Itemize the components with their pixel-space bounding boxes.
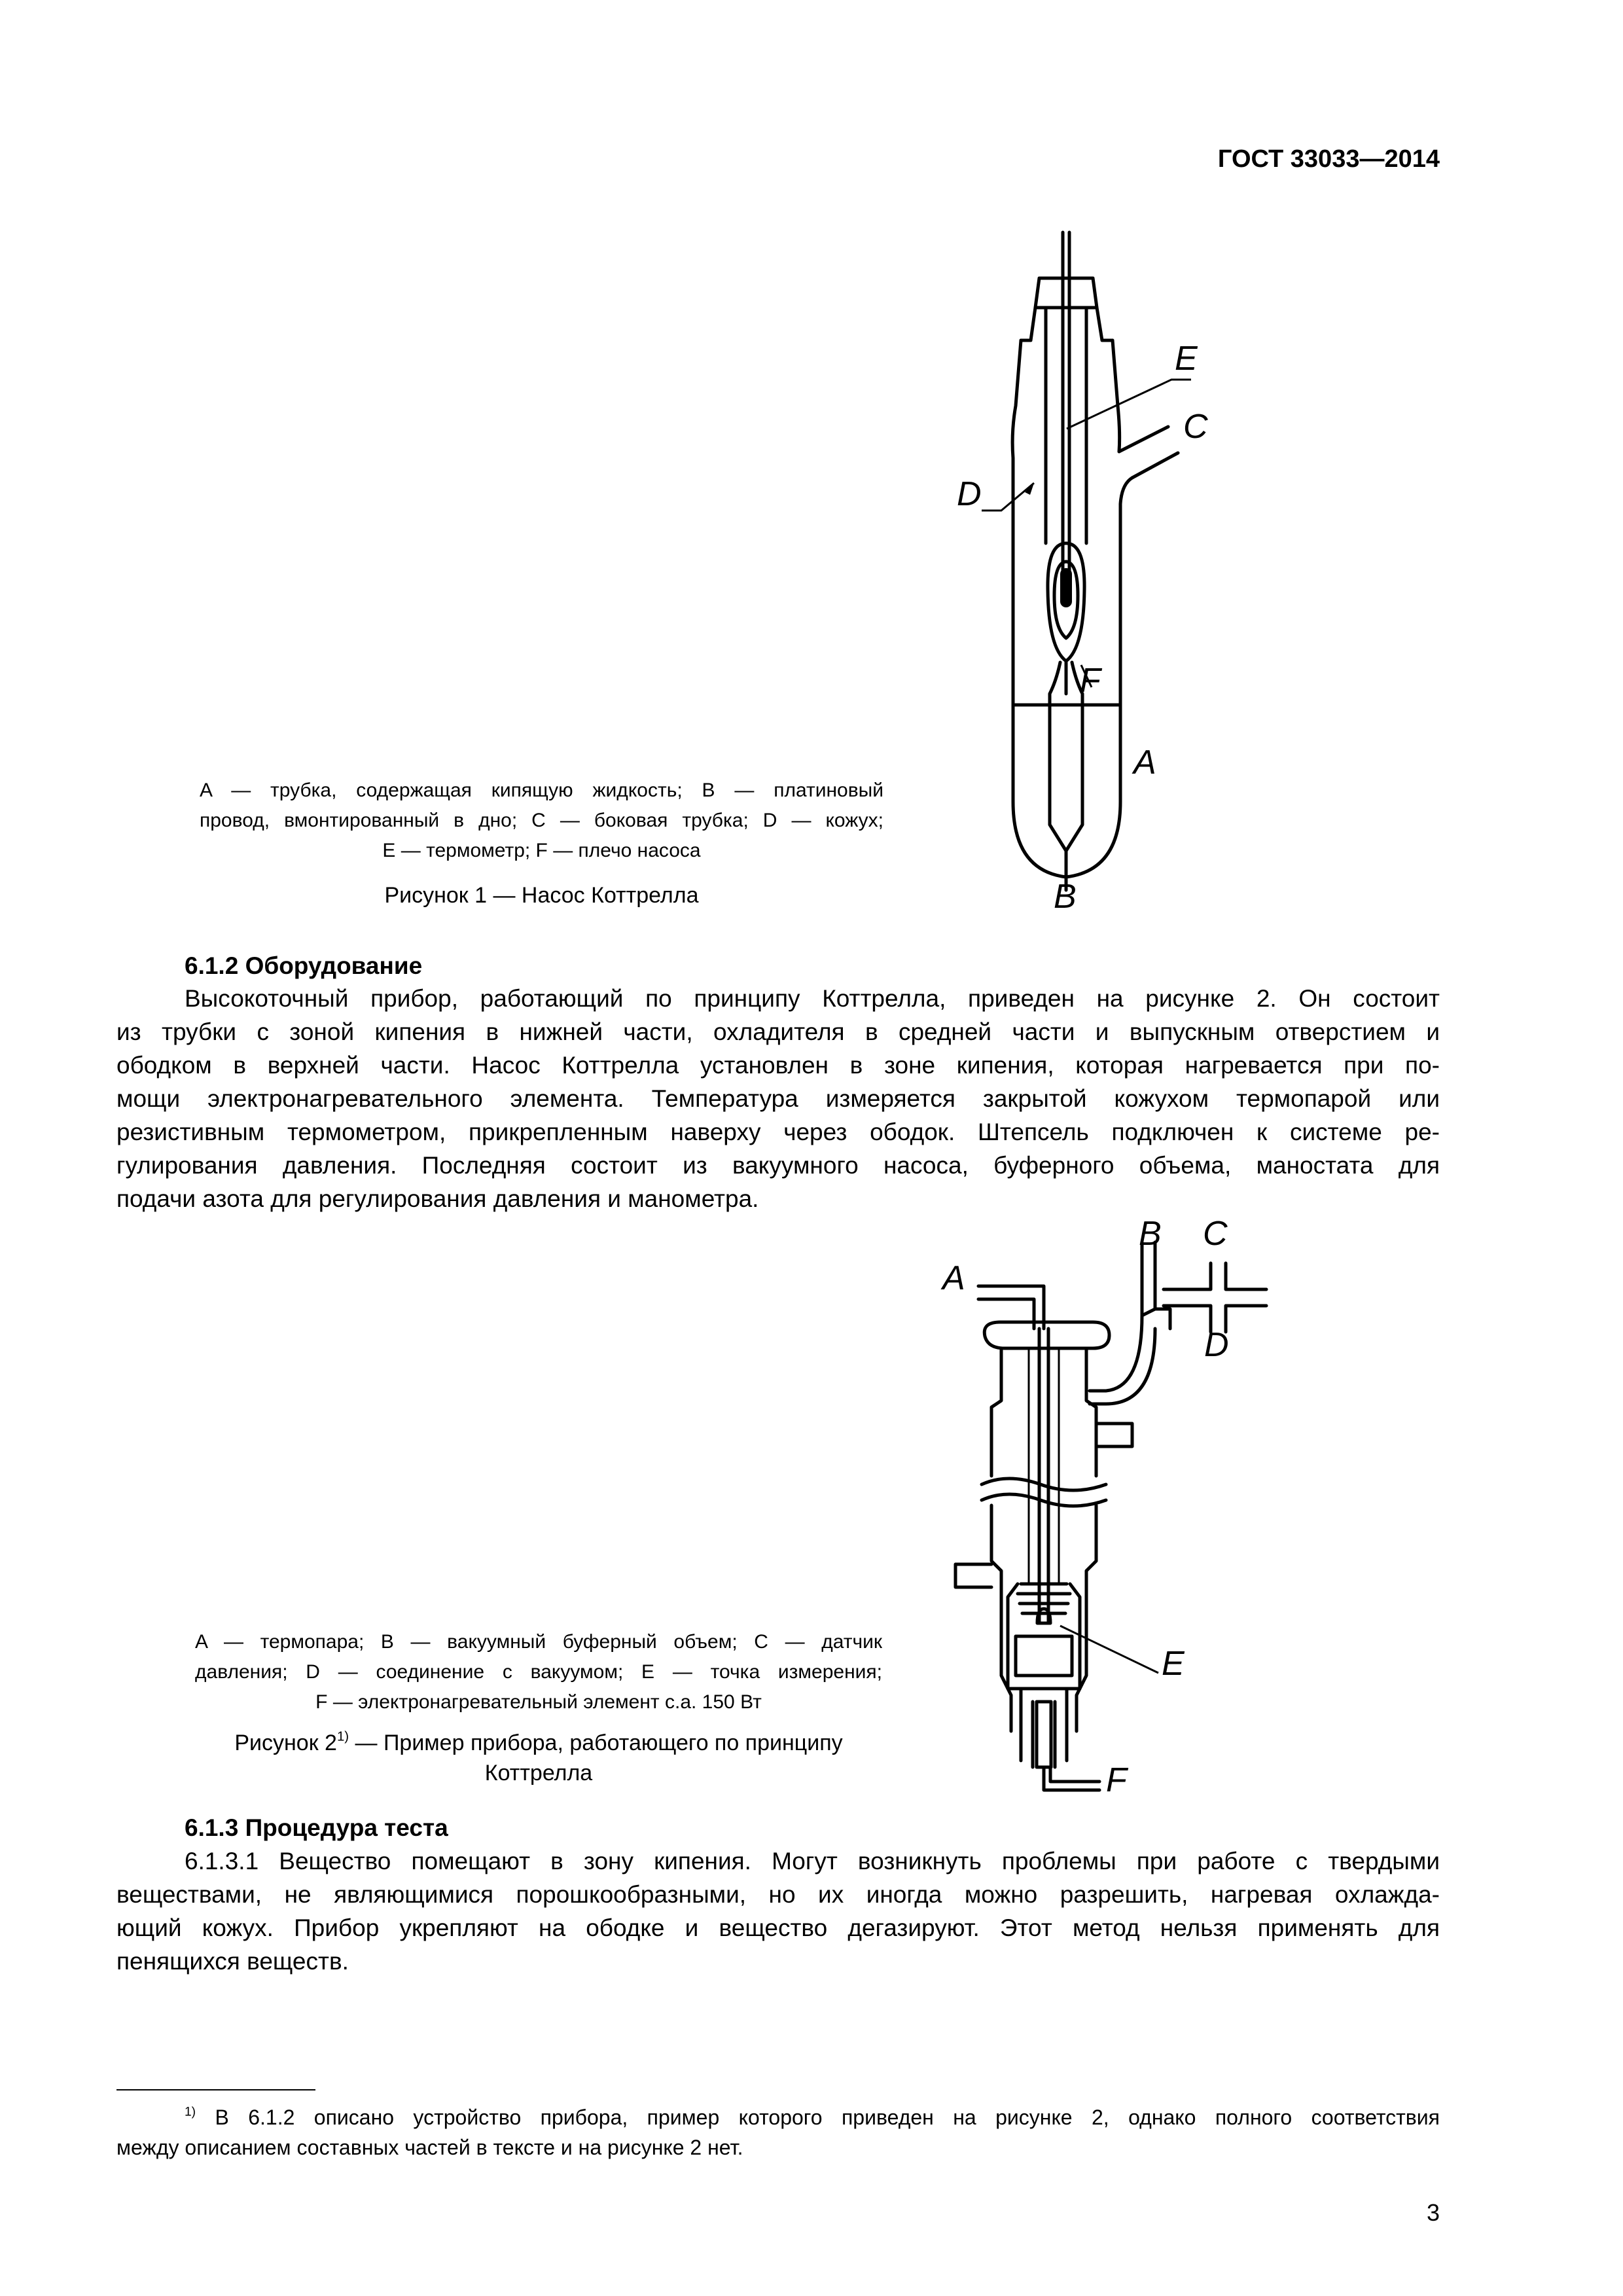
figure-1-legend-line: A — трубка, содержащая кипящую жидкость; B — платиновый: [200, 780, 883, 801]
paragraph-line: пенящихся веществ.: [116, 1948, 349, 1975]
figure-2-legend: [195, 1627, 882, 1717]
figure-1-caption: Рисунок 1 — Насос Коттрелла: [384, 883, 699, 908]
paragraph-line: мощи электронагревательного элемента. Температура измеряется закрытой кожухом термопарой или: [116, 1085, 1440, 1112]
figure-2-drawing: [929, 1230, 1283, 1806]
figure-2-label-f: F: [1106, 1761, 1127, 1799]
page-number: 3: [1426, 2199, 1440, 2226]
document-code: ГОСТ 33033—2014: [1217, 145, 1440, 173]
paragraph-line: из трубки с зоной кипения в нижней части, охладителя в средней части и выпускным отверстием и: [116, 1018, 1440, 1045]
section-heading-6-1-3: 6.1.3 Процедура теста: [185, 1814, 448, 1841]
figure-2-label-c: C: [1203, 1215, 1228, 1253]
figure-2-caption-part1: Рисунок 2: [234, 1731, 337, 1755]
figure-2-legend-line: давления; D — соединение с вакуумом; E — точка измерения;: [195, 1661, 882, 1683]
figure-1-label-f: F: [1080, 662, 1101, 700]
figure-2-label-b: B: [1139, 1215, 1162, 1253]
figure-2-caption-part2: — Пример прибора, работающего по принципу: [349, 1731, 843, 1755]
paragraph-line: резистивным термометром, прикрепленным наверху через ободок. Штепсель подключен к системе ре-: [116, 1119, 1440, 1145]
figure-1-label-d: D: [957, 475, 982, 513]
figure-2-legend-line: F — электронагревательный элемент с.а. 150 Вт: [315, 1691, 762, 1713]
figure-1-label-b: B: [1054, 878, 1077, 916]
paragraph-line: подачи азота для регулирования давления и манометра.: [116, 1185, 759, 1212]
footnote: [116, 2102, 1440, 2162]
paragraph-line: 6.1.3.1 Вещество помещают в зону кипения. Могут возникнуть проблемы при работе с твердыми: [185, 1848, 1440, 1874]
footnote-line: [116, 2102, 1440, 2132]
paragraph-line: Высокоточный прибор, работающий по принципу Коттрелла, приведен на рисунке 2. Он состоит: [185, 985, 1440, 1012]
paragraph-line: ободком в верхней части. Насос Коттрелла установлен в зоне кипения, которая нагревается при по-: [116, 1052, 1440, 1079]
footnote-divider: [116, 2089, 315, 2090]
figure-1-legend-line: провод, вмонтированный в дно; C — боковая трубка; D — кожух;: [200, 810, 883, 831]
paragraph-line: ющий кожух. Прибор укрепляют на ободке и вещество дегазируют. Этот метод нельзя применять для: [116, 1914, 1440, 1941]
footnote-line: между описанием составных частей в тексте и на рисунке 2 нет.: [116, 2136, 743, 2159]
figure-2-label-d: D: [1204, 1326, 1229, 1364]
section-6-1-2-paragraph: [116, 982, 1440, 1215]
figure-2-caption-line: Коттрелла: [484, 1761, 593, 1785]
section-6-1-3-paragraph: [116, 1844, 1440, 1978]
figure-1-drawing: [929, 223, 1257, 929]
figure-1-label-e: E: [1175, 340, 1198, 378]
figure-2-label-a: A: [942, 1259, 965, 1297]
figure-2-caption-line: [195, 1728, 882, 1758]
figure-2-caption-footnote-marker: 1): [336, 1729, 349, 1744]
paragraph-line: гулирования давления. Последняя состоит из вакуумного насоса, буферного объема, маностата для: [116, 1152, 1440, 1179]
figure-1-label-a: A: [1133, 744, 1156, 781]
figure-2-caption: [195, 1728, 882, 1788]
footnote-marker: 1): [185, 2105, 196, 2119]
figure-2-label-e: E: [1162, 1645, 1185, 1683]
figure-1-label-c: C: [1183, 408, 1208, 446]
section-heading-6-1-2: 6.1.2 Оборудование: [185, 952, 423, 979]
figure-2-legend-line: A — термопара; B — вакуумный буферный объем; C — датчик: [195, 1631, 882, 1653]
paragraph-line: веществами, не являющимися порошкообразными, но их иногда можно разрешить, нагревая охлажда-: [116, 1881, 1440, 1908]
figure-1-legend: [200, 776, 883, 866]
figure-1-legend-line: E — термометр; F — плечо насоса: [382, 840, 701, 861]
footnote-text: В 6.1.2 описано устройство прибора, пример которого приведен на рисунке 2, однако полного соответствия: [215, 2106, 1440, 2129]
